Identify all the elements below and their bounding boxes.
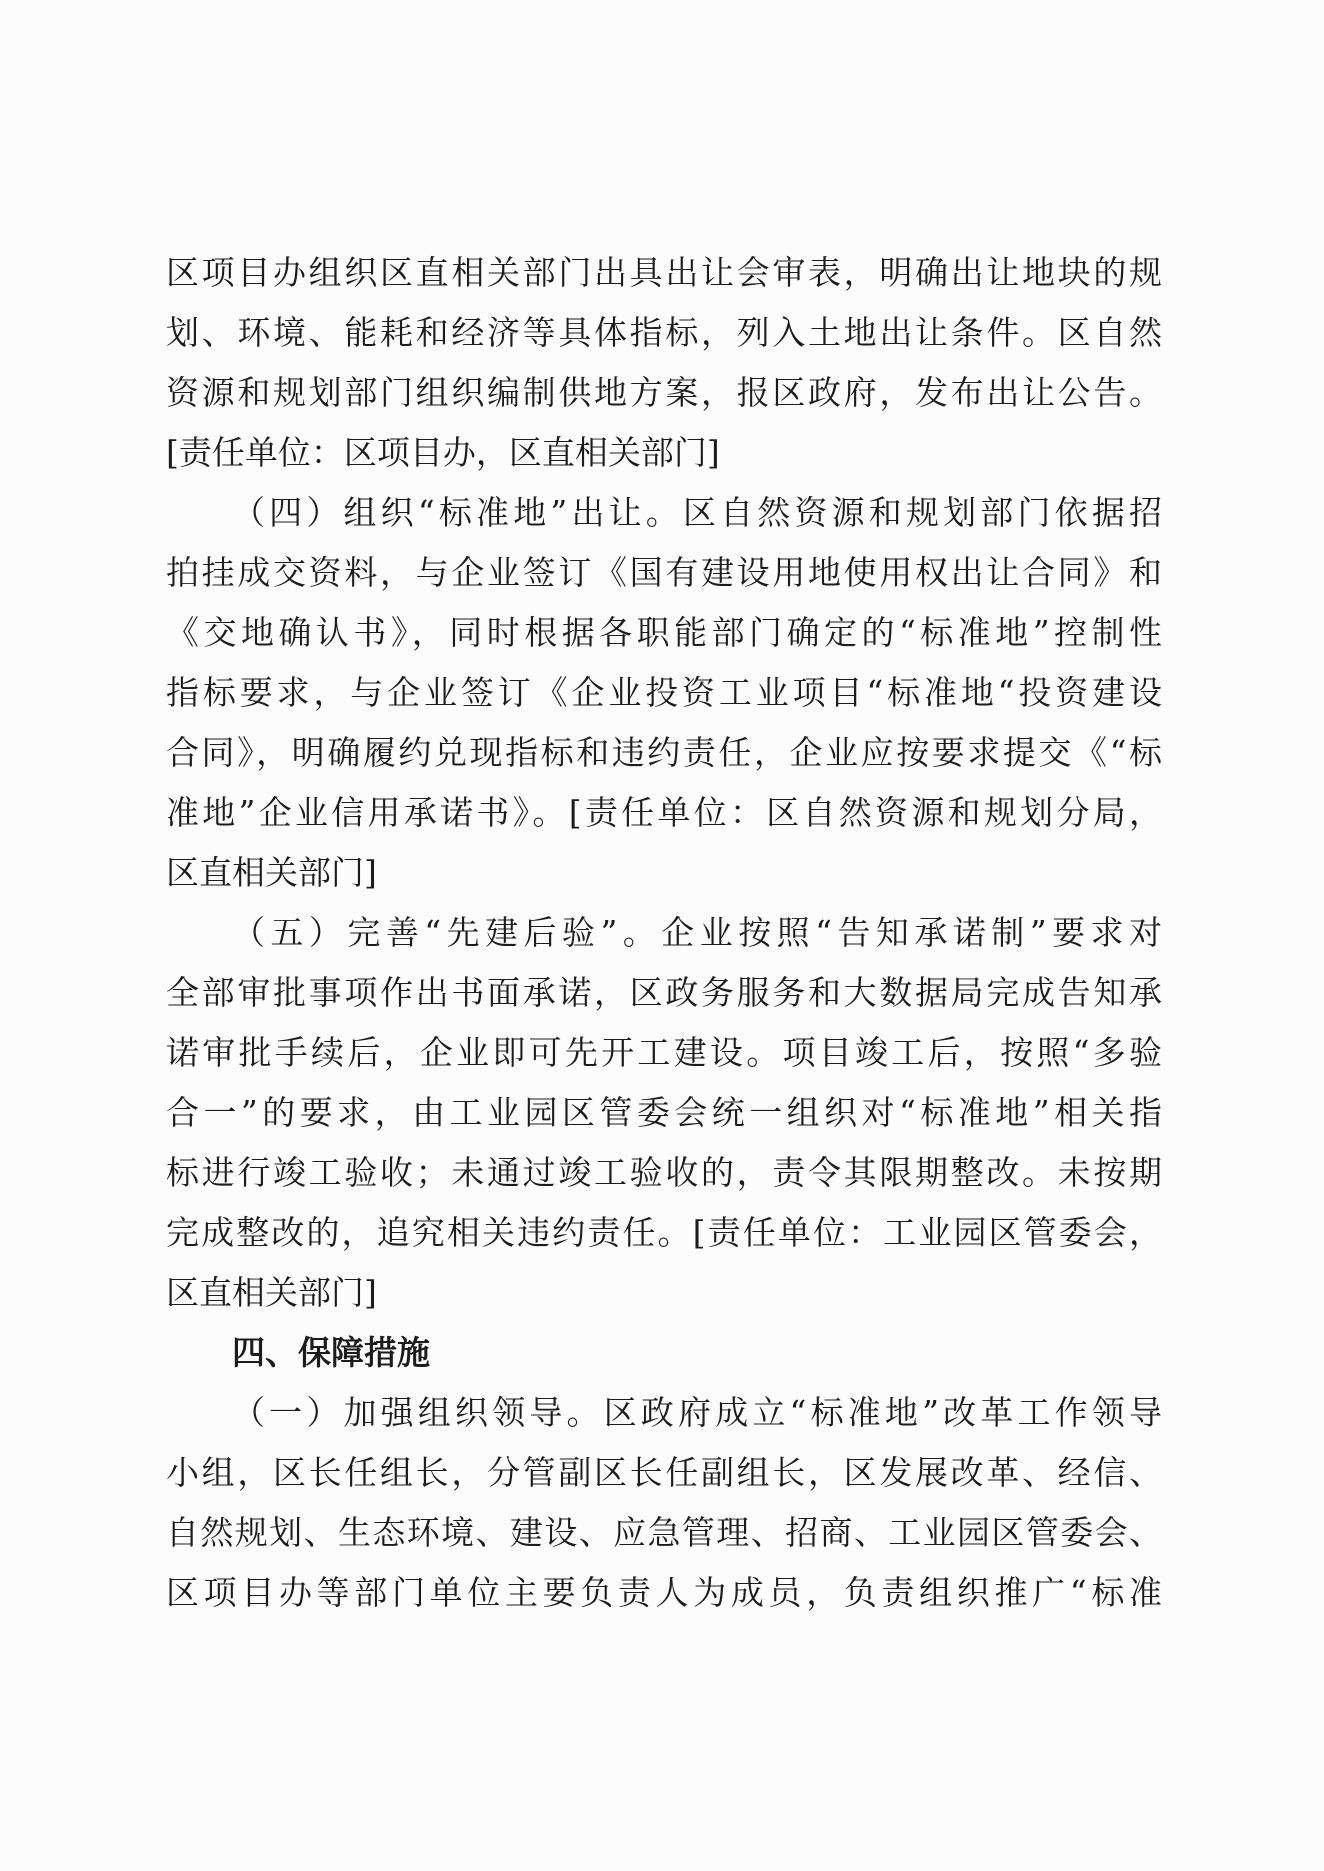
text-line: 诺审批手续后，企业即可先开工建设。项目竣工后，按照“多验 — [166, 1033, 1162, 1072]
text-line: 完成整改的，追究相关违约责任。[责任单位：工业园区管委会， — [166, 1213, 1162, 1252]
text-line: 小组，区长任组长，分管副区长任副组长，区发展改革、经信、 — [166, 1453, 1162, 1492]
text-line: （四）组织“标准地”出让。区自然资源和规划部门依据招 — [232, 493, 1162, 532]
text-line: 自然规划、生态环境、建设、应急管理、招商、工业园区管委会、 — [166, 1513, 1162, 1552]
section-heading: 四、保障措施 — [232, 1333, 430, 1372]
text-line: 标进行竣工验收；未通过竣工验收的，责令其限期整改。未按期 — [166, 1153, 1162, 1192]
text-line: 指标要求，与企业签订《企业投资工业项目“标准地“投资建设 — [166, 673, 1162, 712]
text-line: [责任单位：区项目办，区直相关部门] — [166, 433, 720, 472]
text-line: 区项目办等部门单位主要负责人为成员，负责组织推广“标准 — [166, 1573, 1162, 1612]
document-body — [166, 243, 1162, 1623]
text-line: 合一”的要求，由工业园区管委会统一组织对“标准地”相关指 — [166, 1093, 1162, 1132]
text-line: 区直相关部门] — [166, 853, 377, 892]
text-line: 合同》，明确履约兑现指标和违约责任，企业应按要求提交《“标 — [166, 733, 1162, 772]
text-line: 资源和规划部门组织编制供地方案，报区政府，发布出让公告。 — [166, 373, 1162, 412]
text-line: （一）加强组织领导。区政府成立“标准地”改革工作领导 — [232, 1393, 1162, 1432]
text-line: （五）完善“先建后验”。企业按照“告知承诺制”要求对 — [232, 913, 1162, 952]
text-line: 准地”企业信用承诺书》。[责任单位：区自然资源和规划分局， — [166, 793, 1162, 832]
text-line: 区项目办组织区直相关部门出具出让会审表，明确出让地块的规 — [166, 253, 1162, 292]
text-line: 全部审批事项作出书面承诺，区政务服务和大数据局完成告知承 — [166, 973, 1162, 1012]
text-line: 划、环境、能耗和经济等具体指标，列入土地出让条件。区自然 — [166, 313, 1162, 352]
text-line: 拍挂成交资料，与企业签订《国有建设用地使用权出让合同》和 — [166, 553, 1162, 592]
text-line: 《交地确认书》，同时根据各职能部门确定的“标准地”控制性 — [166, 613, 1162, 652]
text-line: 区直相关部门] — [166, 1273, 377, 1312]
